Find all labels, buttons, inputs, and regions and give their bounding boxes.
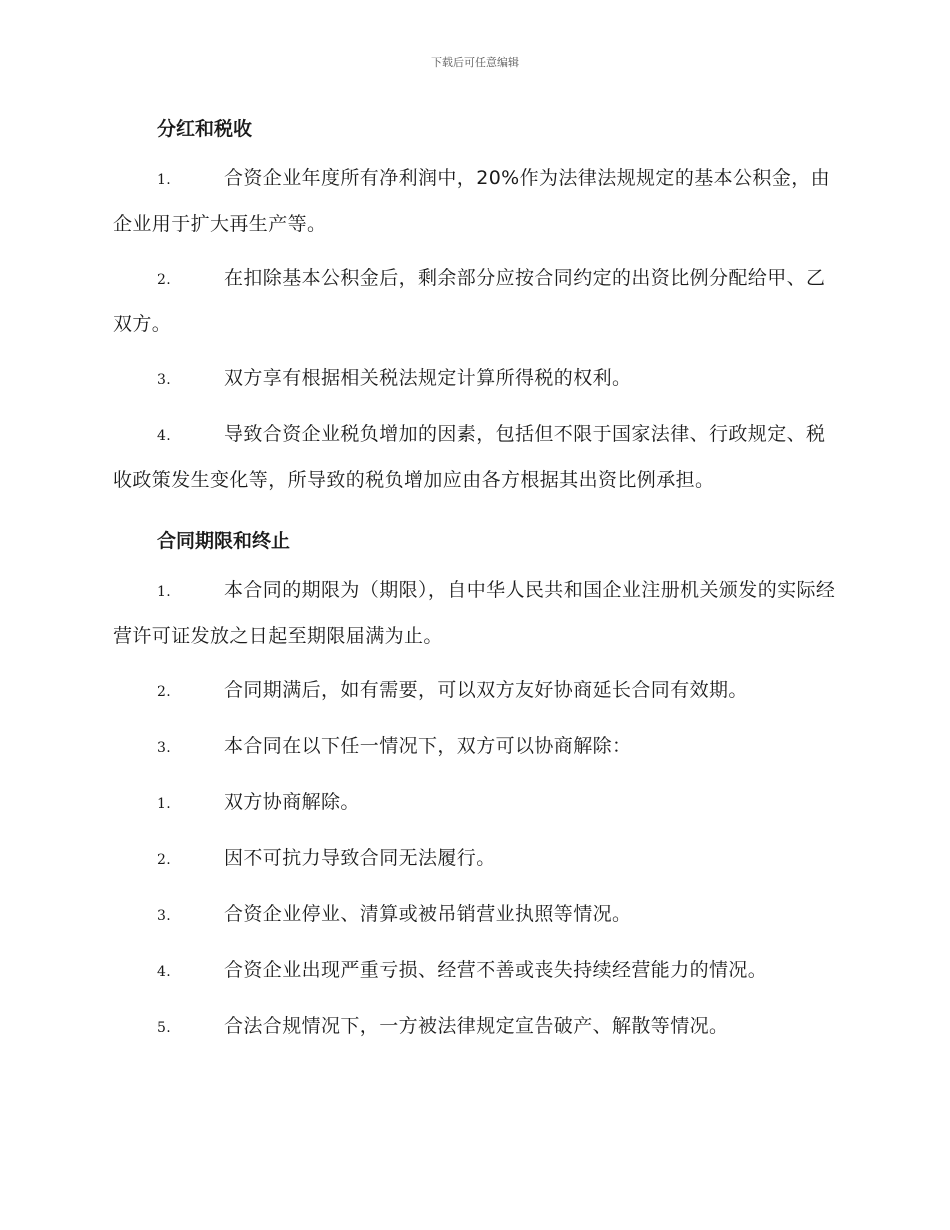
item-text: 导致合资企业税负增加的因素，包括但不限于国家法律、行政规定、税收政策发生变化等，所导致的税负增加应由各方根据其出资比例承担。 <box>113 423 826 491</box>
item-number: 2. <box>157 684 172 700</box>
item-number: 3. <box>157 372 172 388</box>
item-text: 合法合规情况下，一方被法律规定宣告破产、解散等情况。 <box>224 1015 729 1037</box>
item-number: 3. <box>157 908 172 924</box>
item-text: 在扣除基本公积金后，剩余部分应按合同约定的出资比例分配给甲、乙双方。 <box>113 267 826 335</box>
item-number: 4. <box>157 428 172 444</box>
item-text: 本合同在以下任一情况下，双方可以协商解除： <box>224 735 632 757</box>
item-number: 2. <box>157 272 172 288</box>
section-term-termination <box>113 524 843 1050</box>
header-note: 下载后可任意编辑 <box>431 56 519 69</box>
section-dividends-tax <box>113 112 843 502</box>
item-text: 因不可抗力导致合同无法履行。 <box>224 847 496 869</box>
item-number: 3. <box>157 740 172 756</box>
item-text: 本合同的期限为（期限），自中华人民共和国企业注册机关颁发的实际经营许可证发放之日起至期限届满为止。 <box>113 579 836 647</box>
item-number: 1. <box>157 172 172 188</box>
list-item <box>113 668 843 714</box>
list-item <box>113 256 843 346</box>
item-number: 1. <box>157 796 172 812</box>
item-number: 2. <box>157 852 172 868</box>
list-item <box>113 780 843 826</box>
item-text: 合同期满后，如有需要，可以双方友好协商延长合同有效期。 <box>224 679 748 701</box>
list-item <box>113 948 843 994</box>
item-text: 合资企业年度所有净利润中，20%作为法律法规规定的基本公积金，由企业用于扩大再生产等。 <box>113 167 831 235</box>
item-number: 4. <box>157 964 172 980</box>
list-item <box>113 356 843 402</box>
list-item <box>113 156 843 246</box>
item-number: 5. <box>157 1020 172 1036</box>
document-body <box>113 112 843 1072</box>
item-text: 合资企业出现严重亏损、经营不善或丧失持续经营能力的情况。 <box>224 959 768 981</box>
list-item <box>113 724 843 770</box>
item-text: 合资企业停业、清算或被吊销营业执照等情况。 <box>224 903 632 925</box>
section-heading: 分红和税收 <box>157 118 253 140</box>
item-number: 1. <box>157 584 172 600</box>
list-item <box>113 568 843 658</box>
list-item <box>113 1004 843 1050</box>
item-text: 双方享有根据相关税法规定计算所得税的权利。 <box>224 367 632 389</box>
item-text: 双方协商解除。 <box>224 791 360 813</box>
list-item <box>113 892 843 938</box>
section-heading: 合同期限和终止 <box>157 530 291 552</box>
list-item <box>113 412 843 502</box>
list-item <box>113 836 843 882</box>
